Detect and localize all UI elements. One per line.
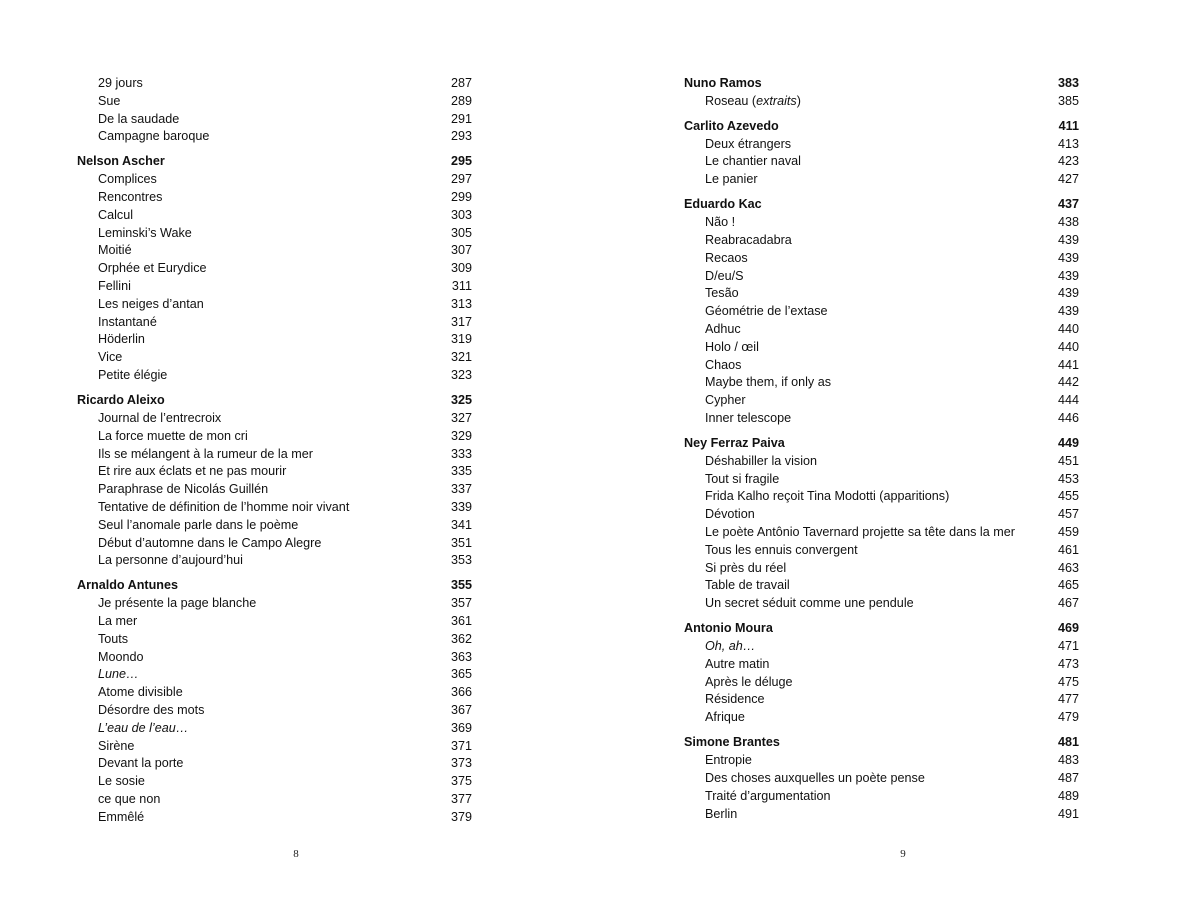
poem-entry xyxy=(684,488,1079,506)
poem-entry xyxy=(77,499,472,517)
poem-title: Moondo xyxy=(98,649,144,664)
poem-page-number: 461 xyxy=(1057,542,1079,557)
poem-page-number: 319 xyxy=(450,332,472,347)
poem-page-number: 451 xyxy=(1057,453,1079,468)
poem-title: Début d’automne dans le Campo Alegre xyxy=(98,535,322,550)
poem-title: ce que non xyxy=(98,791,161,806)
poem-entry xyxy=(77,720,472,738)
poem-title: Oh, ah… xyxy=(705,639,756,654)
author-heading xyxy=(77,577,472,595)
poem-entry xyxy=(77,260,472,278)
poem-page-number: 287 xyxy=(450,76,472,90)
poem-page-number: 440 xyxy=(1057,339,1079,354)
poem-title: Paraphrase de Nicolás Guillén xyxy=(98,482,269,497)
poem-page-number: 459 xyxy=(1057,525,1079,540)
poem-title: Entropie xyxy=(705,753,752,768)
toc-section xyxy=(77,75,472,146)
poem-page-number: 293 xyxy=(450,129,472,144)
poem-page-number: 440 xyxy=(1057,321,1079,336)
poem-entry xyxy=(684,560,1079,578)
poem-title: Le chantier naval xyxy=(705,154,801,169)
poem-entry xyxy=(77,242,472,260)
poem-title: Table de travail xyxy=(705,578,790,593)
poem-page-number: 465 xyxy=(1057,578,1079,593)
poem-entry xyxy=(684,453,1079,471)
poem-title: Sue xyxy=(98,93,121,108)
author-heading xyxy=(77,153,472,171)
poem-title: Lune… xyxy=(98,667,139,682)
poem-entry xyxy=(684,268,1079,286)
poem-entry xyxy=(77,367,472,385)
poem-entry xyxy=(684,339,1079,357)
poem-title: La mer xyxy=(98,614,138,628)
toc-column-right xyxy=(684,75,1079,831)
poem-title: Recaos xyxy=(705,250,748,265)
poem-title: Le poète Antônio Tavernard projette sa tête dans la mer xyxy=(705,525,1015,540)
poem-title: Un secret séduit comme une pendule xyxy=(705,596,914,611)
poem-title: Autre matin xyxy=(705,656,770,671)
toc-section xyxy=(684,118,1079,189)
poem-page-number: 299 xyxy=(450,190,472,205)
author-heading xyxy=(684,734,1079,752)
poem-page-number: 351 xyxy=(450,535,472,550)
poem-title: Orphée et Eurydice xyxy=(98,261,207,276)
poem-title: Sirène xyxy=(98,738,135,753)
author-name: Nelson Ascher xyxy=(77,154,165,169)
poem-title: Seul l’anomale parle dans le poème xyxy=(98,517,299,532)
poem-title: Afrique xyxy=(705,710,745,725)
poem-title: Adhuc xyxy=(705,321,741,336)
poem-title: Moitié xyxy=(98,243,132,258)
poem-page-number: 357 xyxy=(450,596,472,611)
poem-page-number: 446 xyxy=(1057,410,1079,425)
author-page-number: 411 xyxy=(1058,118,1079,133)
toc-section xyxy=(684,435,1079,613)
poem-entry xyxy=(684,136,1079,154)
poem-entry xyxy=(77,702,472,720)
author-page-number: 481 xyxy=(1057,735,1079,750)
poem-entry xyxy=(77,535,472,553)
poem-page-number: 323 xyxy=(450,368,472,383)
poem-entry xyxy=(77,481,472,499)
poem-entry xyxy=(684,788,1079,806)
poem-entry xyxy=(77,331,472,349)
poem-entry xyxy=(77,171,472,189)
author-page-number: 437 xyxy=(1057,197,1079,212)
poem-title: Tentative de définition de l’homme noir vivant xyxy=(98,499,350,514)
poem-entry xyxy=(77,314,472,332)
poem-entry xyxy=(684,656,1079,674)
poem-page-number: 444 xyxy=(1057,393,1079,408)
author-name: Eduardo Kac xyxy=(684,197,762,212)
poem-page-number: 341 xyxy=(450,517,472,532)
poem-page-number: 333 xyxy=(450,446,472,461)
poem-entry xyxy=(77,809,472,827)
poem-title: Touts xyxy=(98,631,129,646)
poem-page-number: 321 xyxy=(450,350,472,365)
poem-title: Journal de l’entrecroix xyxy=(98,410,222,425)
poem-page-number: 313 xyxy=(450,296,472,311)
poem-page-number: 353 xyxy=(450,553,472,568)
poem-page-number: 427 xyxy=(1057,172,1079,187)
poem-entry xyxy=(684,691,1079,709)
poem-title: Maybe them, if only as xyxy=(705,375,831,390)
poem-entry xyxy=(684,674,1079,692)
poem-title: Instantané xyxy=(98,314,157,329)
author-name: Ricardo Aleixo xyxy=(77,393,165,408)
poem-title: Leminski’s Wake xyxy=(98,225,192,240)
poem-title: Chaos xyxy=(705,357,742,372)
poem-page-number: 439 xyxy=(1057,250,1079,265)
poem-title: Résidence xyxy=(705,692,765,707)
poem-title: 29 jours xyxy=(98,76,143,90)
poem-page-number: 377 xyxy=(450,791,472,806)
poem-page-number: 373 xyxy=(450,756,472,771)
poem-entry xyxy=(77,278,472,296)
poem-title: Reabracadabra xyxy=(705,232,792,247)
poem-title: Rencontres xyxy=(98,190,163,205)
poem-page-number: 335 xyxy=(450,464,472,479)
poem-entry xyxy=(684,303,1079,321)
author-name: Simone Brantes xyxy=(684,735,780,750)
poem-title: Inner telescope xyxy=(705,410,792,425)
poem-page-number: 441 xyxy=(1057,357,1079,372)
poem-entry xyxy=(684,214,1079,232)
toc-section xyxy=(684,196,1079,427)
poem-page-number: 439 xyxy=(1057,232,1079,247)
poem-entry xyxy=(684,709,1079,727)
poem-title: Traité d’argumentation xyxy=(705,788,831,803)
poem-title: Complices xyxy=(98,172,157,187)
poem-title: Tesão xyxy=(705,286,739,301)
poem-entry xyxy=(684,153,1079,171)
poem-page-number: 463 xyxy=(1057,560,1079,575)
poem-page-number: 438 xyxy=(1057,215,1079,230)
poem-entry xyxy=(77,755,472,773)
author-heading xyxy=(684,435,1079,453)
poem-entry xyxy=(77,225,472,243)
poem-entry xyxy=(77,207,472,225)
toc-section xyxy=(77,577,472,826)
poem-entry xyxy=(684,357,1079,375)
poem-entry xyxy=(77,595,472,613)
poem-title: Les neiges d’antan xyxy=(98,296,204,311)
author-heading xyxy=(684,196,1079,214)
poem-title-part: Roseau ( xyxy=(705,93,757,108)
poem-title: De la saudade xyxy=(98,111,180,126)
poem-page-number: 362 xyxy=(450,631,472,646)
poem-title: Deux étrangers xyxy=(705,136,792,151)
author-heading xyxy=(684,75,1079,93)
poem-page-number: 483 xyxy=(1057,753,1079,768)
poem-page-number: 479 xyxy=(1057,710,1079,725)
poem-page-number: 439 xyxy=(1057,304,1079,319)
poem-page-number: 363 xyxy=(450,649,472,664)
poem-entry xyxy=(77,446,472,464)
poem-page-number: 477 xyxy=(1057,692,1079,707)
poem-page-number: 473 xyxy=(1057,656,1079,671)
poem-entry xyxy=(684,285,1079,303)
poem-entry xyxy=(684,232,1079,250)
poem-page-number: 453 xyxy=(1057,471,1079,486)
poem-page-number: 361 xyxy=(450,614,472,628)
poem-title: Géométrie de l’extase xyxy=(705,304,828,319)
poem-title: Fellini xyxy=(98,279,131,294)
poem-title: Des choses auxquelles un poète pense xyxy=(705,770,925,785)
page-number-right: 9 xyxy=(900,848,906,860)
page-number-left: 8 xyxy=(293,848,299,860)
poem-entry xyxy=(684,806,1079,824)
poem-title: Et rire aux éclats et ne pas mourir xyxy=(98,464,287,479)
poem-entry xyxy=(77,649,472,667)
poem-page-number: 337 xyxy=(450,482,472,497)
poem-entry xyxy=(684,770,1079,788)
poem-entry xyxy=(684,524,1079,542)
poem-page-number: 309 xyxy=(450,261,472,276)
author-page-number: 383 xyxy=(1057,76,1079,90)
poem-title: Désordre des mots xyxy=(98,702,205,717)
poem-title: La force muette de mon cri xyxy=(98,428,248,443)
poem-page-number: 375 xyxy=(450,774,472,789)
poem-page-number: 305 xyxy=(450,225,472,240)
poem-entry xyxy=(684,638,1079,656)
poem-page-number: 442 xyxy=(1057,375,1079,390)
poem-page-number: 491 xyxy=(1057,806,1079,821)
poem-title: Frida Kalho reçoit Tina Modotti (apparitions) xyxy=(705,489,950,504)
poem-page-number: 487 xyxy=(1057,770,1079,785)
poem-page-number: 297 xyxy=(450,172,472,187)
poem-page-number: 413 xyxy=(1057,136,1079,151)
toc-column-left xyxy=(77,75,472,834)
poem-page-number: 339 xyxy=(450,499,472,514)
poem-title: Holo / œil xyxy=(705,339,759,354)
author-name: Antonio Moura xyxy=(684,621,773,636)
author-page-number: 295 xyxy=(450,154,472,169)
poem-page-number: 439 xyxy=(1057,268,1079,283)
poem-title-italic: extraits xyxy=(756,93,797,108)
poem-page-number: 289 xyxy=(450,93,472,108)
poem-title: Calcul xyxy=(98,207,133,222)
author-page-number: 449 xyxy=(1057,436,1079,451)
poem-title: Déshabiller la vision xyxy=(705,453,817,468)
poem-title: La personne d’aujourd’hui xyxy=(98,553,243,568)
poem-page-number: 455 xyxy=(1057,489,1079,504)
poem-entry xyxy=(684,595,1079,613)
poem-page-number: 291 xyxy=(450,111,472,126)
poem-page-number: 317 xyxy=(450,314,472,329)
author-name: Arnaldo Antunes xyxy=(77,578,178,593)
toc-section xyxy=(77,392,472,570)
poem-entry xyxy=(77,684,472,702)
poem-page-number: 365 xyxy=(450,667,472,682)
poem-entry xyxy=(77,517,472,535)
poem-title-part: ) xyxy=(796,93,801,108)
poem-page-number: 303 xyxy=(450,207,472,222)
poem-title: Après le déluge xyxy=(705,674,793,689)
poem-page-number: 457 xyxy=(1057,507,1079,522)
author-page-number: 355 xyxy=(450,578,472,593)
poem-entry xyxy=(684,374,1079,392)
poem-page-number: 423 xyxy=(1057,154,1079,169)
poem-entry xyxy=(684,471,1079,489)
poem-entry xyxy=(684,577,1079,595)
poem-page-number: 467 xyxy=(1057,596,1079,611)
poem-title: Campagne baroque xyxy=(98,129,210,144)
poem-entry xyxy=(77,791,472,809)
poem-title: Cypher xyxy=(705,393,746,408)
toc-section xyxy=(77,153,472,384)
author-name: Carlito Azevedo xyxy=(684,118,779,133)
poem-page-number: 489 xyxy=(1057,788,1079,803)
poem-entry xyxy=(684,752,1079,770)
poem-page-number: 379 xyxy=(450,809,472,824)
poem-entry xyxy=(77,128,472,146)
poem-page-number: 475 xyxy=(1057,674,1079,689)
poem-entry xyxy=(684,542,1079,560)
poem-title: D/eu/S xyxy=(705,268,744,283)
poem-page-number: 369 xyxy=(450,720,472,735)
poem-entry xyxy=(77,410,472,428)
poem-page-number: 329 xyxy=(450,428,472,443)
poem-entry xyxy=(77,428,472,446)
poem-page-number: 439 xyxy=(1057,286,1079,301)
poem-entry xyxy=(77,666,472,684)
author-name: Ney Ferraz Paiva xyxy=(684,436,785,451)
poem-title: Tous les ennuis convergent xyxy=(705,542,858,557)
poem-entry xyxy=(77,738,472,756)
poem-title: Berlin xyxy=(705,806,738,821)
poem-entry xyxy=(684,392,1079,410)
poem-entry xyxy=(77,773,472,791)
poem-title: Vice xyxy=(98,350,123,365)
poem-entry xyxy=(77,349,472,367)
author-page-number: 325 xyxy=(450,393,472,408)
right-page xyxy=(599,0,1198,904)
author-heading xyxy=(684,118,1079,136)
poem-entry xyxy=(77,296,472,314)
poem-entry xyxy=(684,410,1079,428)
poem-entry xyxy=(77,613,472,631)
poem-title: Atome divisible xyxy=(98,685,183,700)
poem-entry xyxy=(77,631,472,649)
poem-title: Tout si fragile xyxy=(705,471,780,486)
poem-page-number: 385 xyxy=(1057,93,1079,108)
poem-title: Emmêlé xyxy=(98,809,145,824)
toc-section xyxy=(684,734,1079,823)
poem-entry xyxy=(77,463,472,481)
poem-title: Não ! xyxy=(705,215,736,230)
poem-title: L’eau de l’eau… xyxy=(98,720,189,735)
poem-title: Le panier xyxy=(705,172,758,187)
poem-title: Ils se mélangent à la rumeur de la mer xyxy=(98,446,313,461)
poem-page-number: 471 xyxy=(1057,639,1079,654)
poem-entry xyxy=(684,250,1079,268)
poem-entry xyxy=(77,75,472,93)
poem-title: Je présente la page blanche xyxy=(98,596,257,611)
poem-title: Devant la porte xyxy=(98,756,184,771)
toc-section xyxy=(684,620,1079,727)
poem-entry xyxy=(77,93,472,111)
poem-title xyxy=(705,93,801,111)
author-heading xyxy=(77,392,472,410)
poem-entry xyxy=(684,171,1079,189)
poem-entry xyxy=(684,321,1079,339)
poem-entry xyxy=(77,189,472,207)
poem-entry xyxy=(77,552,472,570)
poem-page-number: 371 xyxy=(450,738,472,753)
poem-page-number: 327 xyxy=(450,410,472,425)
poem-page-number: 367 xyxy=(450,702,472,717)
poem-title: Höderlin xyxy=(98,332,145,347)
poem-title: Le sosie xyxy=(98,774,145,789)
poem-page-number: 366 xyxy=(450,685,472,700)
author-page-number: 469 xyxy=(1057,621,1079,636)
poem-title: Dévotion xyxy=(705,507,755,522)
poem-page-number: 311 xyxy=(451,279,472,294)
poem-entry xyxy=(77,111,472,129)
poem-title: Petite élégie xyxy=(98,368,168,383)
toc-section xyxy=(684,75,1079,111)
poem-title: Si près du réel xyxy=(705,560,787,575)
poem-entry xyxy=(684,93,1079,111)
poem-page-number: 307 xyxy=(450,243,472,258)
author-name: Nuno Ramos xyxy=(684,76,762,90)
author-heading xyxy=(684,620,1079,638)
poem-entry xyxy=(684,506,1079,524)
